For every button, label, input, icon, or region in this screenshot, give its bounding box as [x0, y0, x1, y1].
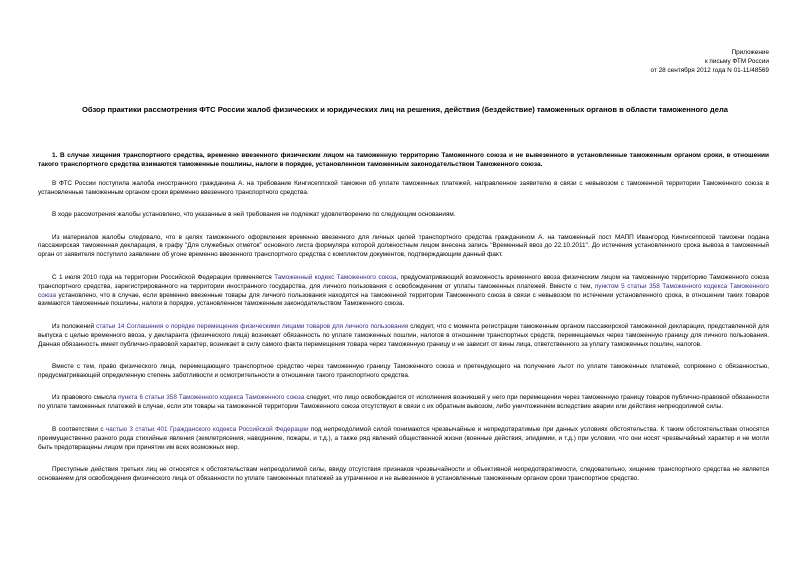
paragraph-7-text-b: следует, что лицо освобождается от исполнения возникшей у него при перемещении через таможенную границу товаров публично-правовой обязанности по уплате таможенных платежей в случае, если эти товары на таможенной территории Таможенного союза отсутствуют в связи с их обратным вывозом, либо уничтожением вследствие аварии или действия непреодолимой силы.: [38, 394, 769, 411]
civil-code-article-401-link[interactable]: частью 3 статьи 401 Гражданского кодекса Российской Федерации: [105, 425, 309, 433]
section-heading-1: 1. В случае хищения транспортного средства, временно ввезенного физическим лицом на таможенную территорию Таможенного союза и не вывезенного в установленные таможенным органом сроки, в отношении такого транспортного средства взимаются таможенные пошлины, налоги в порядке, установленном таможенным законодательством Таможенного союза.: [38, 152, 769, 168]
article-358-p6-link[interactable]: пункта 6 статьи 358 Таможенного кодекса Таможенного союза: [118, 394, 305, 402]
paragraph-9: Преступные действия третьих лиц не относятся к обстоятельствам непреодолимой силы, ввиду отсутствия признаков чрезвычайности и объективной непредотвратимости, следовательно, хищение транспортного средства не является основанием для освобождения физического лица от обязанности по уплате таможенных платежей за утраченное и не вывезенное в установленные таможенным органом сроки транспортное средство.: [38, 465, 769, 482]
paragraph-7: [38, 394, 769, 412]
paragraph-6: Вместе с тем, право физического лица, перемещающего транспортное средство через таможенную границу Таможенного союза и претендующего на получение льгот по уплате таможенных платежей, сопряжено с обязанностью, предусматривающей определенную степень заботливости и осмотрительности в отношении такого транспортного средства.: [38, 363, 769, 379]
appendix-block: [650, 48, 769, 75]
paragraph-5-text-b: следует, что с момента регистрации таможенным органом пассажирской таможенной декларации, представленной для выпуска с целью временного ввоза, у декларанта (физического лица) возникает обязанность по уплате таможенных пошлин, налогов в отношении транспортных средств, перемещаемых через таможенную границу для личного пользования. Данная обязанность имеет публично-правовой характер, возникает в силу самого факта перемещения товара через таможенную границу и не зависит от вины лица, ответственного за уплату таможенных пошлин, налогов.: [38, 322, 770, 348]
appendix-line-1: Приложение: [731, 49, 769, 56]
paragraph-4-text-c: установлено, что в случае, если временно ввезенные товары для личного пользования находятся на таможенной территории Таможенного союза в связи с невывозом по истечении установленного срока, в отношении таких товаров взимаются таможенные пошлины, налоги в порядке, установленном таможенным законодательством Таможенного союза.: [38, 291, 769, 308]
agreement-article-14-link[interactable]: статьи 14 Соглашения о порядке перемещения физическими лицами товаров для личного пользования: [96, 322, 409, 330]
paragraph-8: [38, 426, 769, 453]
article-358-p5-link[interactable]: пунктом 5 статьи 358 Таможенного кодекса Таможенного союза: [38, 282, 769, 299]
paragraph-7-text-a: Из правового смысла: [52, 394, 119, 402]
document-body: [38, 152, 769, 497]
paragraph-5-text-a: Из положений: [52, 322, 97, 330]
paragraph-8-text-b: под непреодолимой силой понимаются чрезвычайные и непредотвратимые при данных условиях обстоятельства. К таким обстоятельствам относятся преимущественно разного рода стихийные явления (землетрясения, наводнение, пожары, и т.д.), а также ряд явлений общественной жизни (военные действия, эпидемии, и т.д.) при условии, что они носят чрезвычайный характер и не могли быть предотвращены лицом при принятии им всех возможных мер.: [38, 425, 769, 451]
customs-code-link[interactable]: Таможенный кодекс Таможенного союза: [274, 273, 397, 281]
paragraph-1: В ФТС России поступила жалоба иностранного гражданина А. на требование Кингисеппской таможни об уплате таможенных платежей, направленное заявителю в связи с невывозом с таможенной территории Таможенного союза в установленные таможенным органом сроки временно ввезенного транспортного средства.: [38, 179, 769, 196]
paragraph-4: [38, 274, 769, 310]
paragraph-2: В ходе рассмотрения жалобы установлено, что указанные в ней требования не подлежат удовлетворению по следующим основаниям.: [52, 211, 456, 219]
appendix-line-2: к письму ФТМ России: [704, 58, 769, 65]
paragraph-4-text-a: С 1 июля 2010 года на территории Российской Федерации применяется: [52, 273, 275, 281]
paragraph-5: [38, 323, 769, 350]
paragraph-8-text-a: В соответствии с: [52, 425, 106, 433]
appendix-line-3: от 28 сентября 2012 года N 01-11/48569: [650, 67, 769, 74]
paragraph-3: Из материалов жалобы следовало, что в целях таможенного оформления временно ввезенного для личных целей транспортного средства гражданином А. на таможенный пост МАПП Ивангород Кингисеппской таможни подана пассажирская таможенная декларация, в графу "Для служебных отметок" основного листа формуляра которой должностным лицом внесена запись "Временный ввоз до 22.10.2011". До истечения установленного срока вывоза в таможенный орган от заявителя поступило заявление об угоне временно ввезенного транспортного средства с комплектом документов, подтверждающим данный факт.: [38, 233, 769, 259]
document-title: Обзор практики рассмотрения ФТС России жалоб физических и юридических лиц на решения, действия (бездействие) таможенных органов в области таможенного дела: [81, 105, 729, 114]
paragraph-4-text-b: , предусматривающий возможность временного ввоза физическим лицом на таможенную территорию Таможенного союза транспортного средства, зарегистрированного на территории иностранного государства, для личного пользования с освобождением от уплаты таможенных платежей. Вместе с тем,: [38, 273, 769, 290]
